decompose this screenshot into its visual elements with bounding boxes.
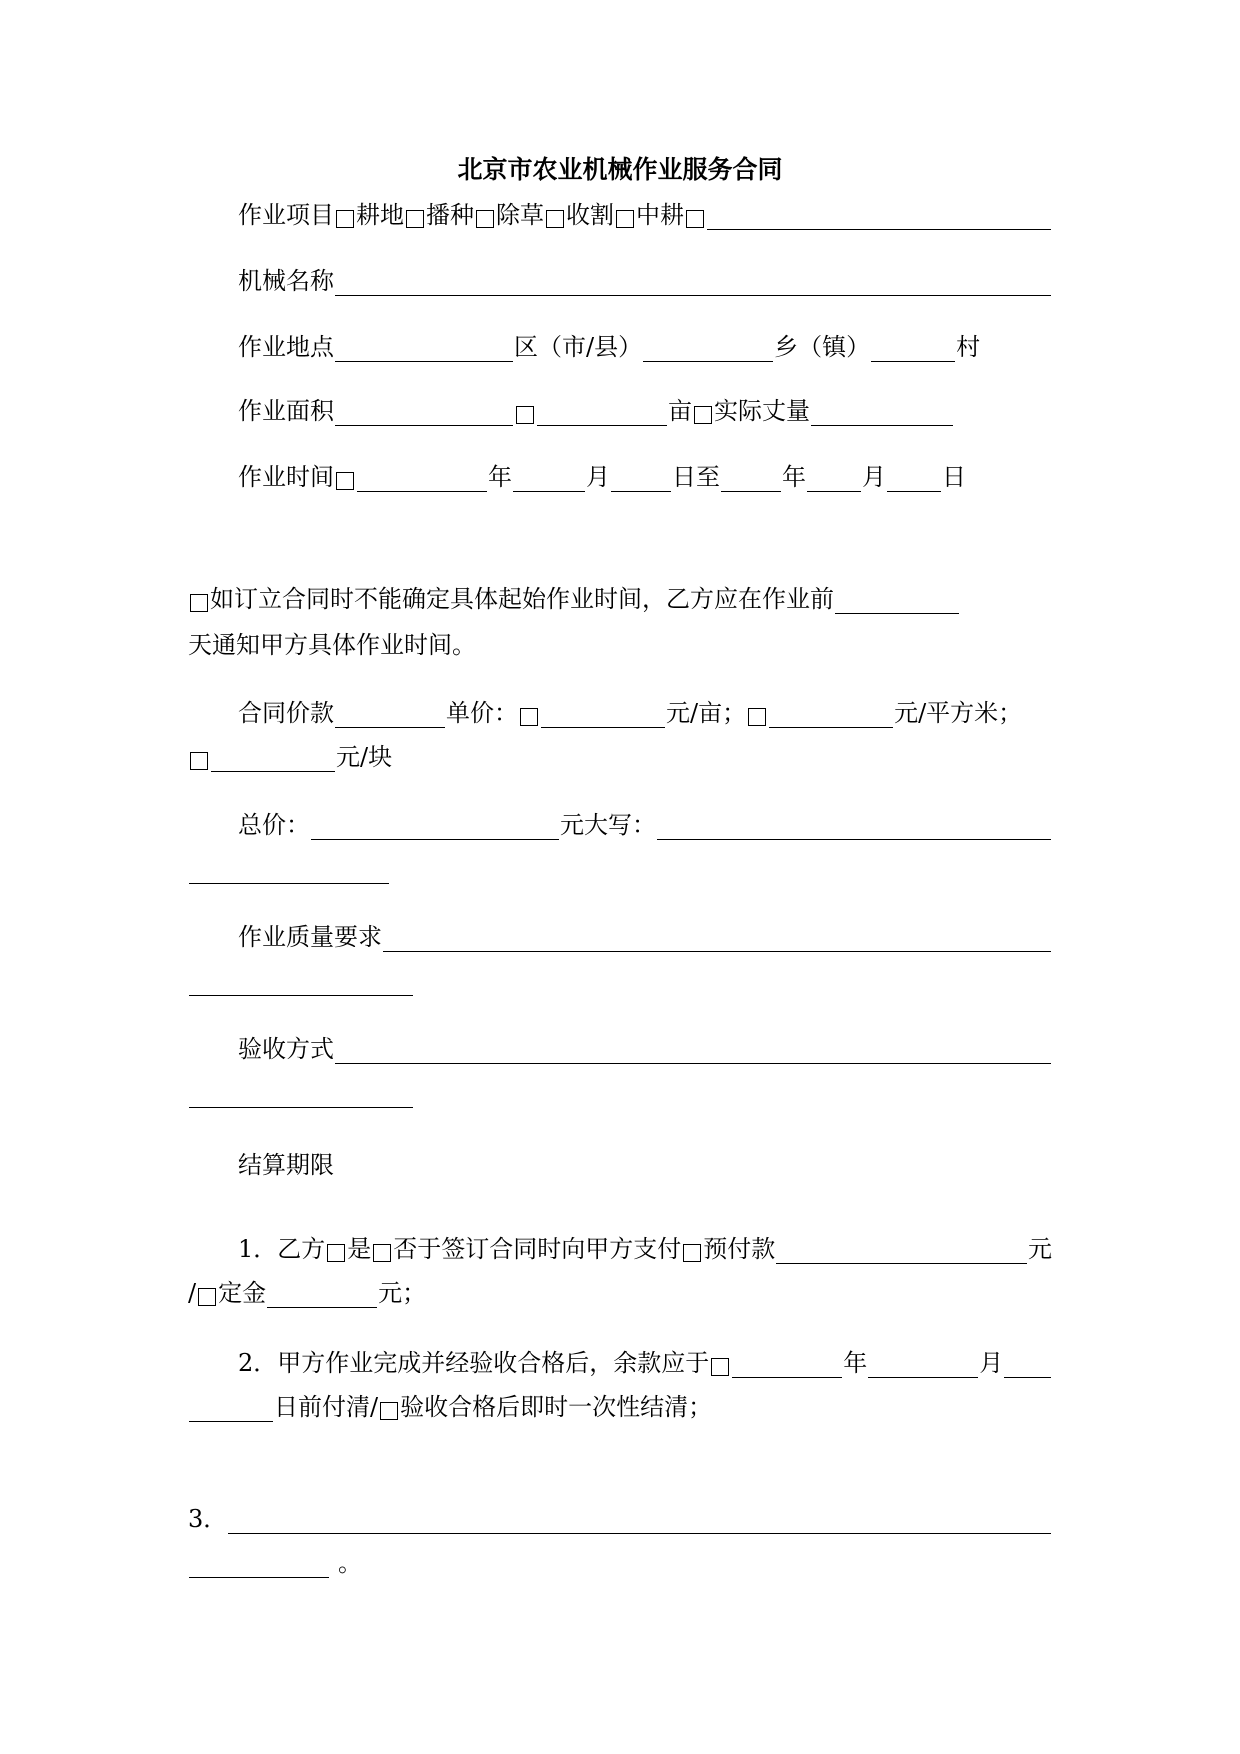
checkbox[interactable] — [336, 472, 354, 490]
work-item-label: 作业项目 — [238, 201, 334, 229]
checkbox[interactable] — [683, 1244, 701, 1262]
blank-field[interactable] — [807, 467, 861, 492]
blank-field[interactable] — [707, 205, 1051, 230]
month-label: 月 — [979, 1349, 1004, 1377]
work-item-row — [238, 196, 1052, 230]
acceptance-label: 验收方式 — [238, 1035, 334, 1063]
blank-field[interactable] — [769, 703, 893, 728]
per-mu-label: 元/亩； — [666, 699, 747, 727]
checkbox[interactable] — [327, 1244, 345, 1262]
blank-field[interactable] — [721, 467, 781, 492]
option-label: 收割 — [566, 201, 614, 229]
year-label: 年 — [488, 463, 512, 491]
month-label: 月 — [586, 463, 610, 491]
notice-row-2 — [188, 626, 1052, 660]
checkbox[interactable] — [686, 210, 704, 228]
blank-field[interactable] — [643, 337, 773, 362]
blank-field[interactable] — [657, 815, 1051, 840]
acceptance-row — [238, 1030, 1052, 1064]
price-row-2 — [188, 738, 1052, 772]
blank-field[interactable] — [835, 589, 959, 614]
blank-field[interactable] — [211, 747, 335, 772]
option-label: 中耕 — [636, 201, 684, 229]
blank-field[interactable] — [868, 1353, 978, 1378]
village-label: 村 — [956, 333, 981, 361]
blank-field[interactable] — [228, 1509, 1051, 1534]
settlement-item-1-cont — [188, 1274, 1052, 1308]
settlement-row — [238, 1146, 1052, 1180]
blank-field[interactable] — [513, 467, 585, 492]
blank-field[interactable] — [189, 971, 413, 996]
blank-field[interactable] — [189, 1083, 413, 1108]
day-label: 日 — [942, 463, 966, 491]
blank-field[interactable] — [335, 337, 513, 362]
blank-field[interactable] — [335, 401, 513, 426]
blank-field[interactable] — [357, 467, 487, 492]
settlement-item-3-cont — [188, 1544, 1052, 1578]
blank-field[interactable] — [311, 815, 559, 840]
blank-field[interactable] — [887, 467, 941, 492]
unit-price-label: 单价： — [446, 699, 518, 727]
checkbox[interactable] — [373, 1244, 391, 1262]
year-label: 年 — [782, 463, 806, 491]
item-text: 1．乙方 — [238, 1235, 326, 1263]
notice-row-1 — [188, 580, 1052, 614]
item-text: / — [188, 1279, 197, 1307]
blank-field[interactable] — [537, 401, 667, 426]
notice-text-2: 天通知甲方具体作业时间。 — [188, 631, 476, 659]
page-title: 北京市农业机械作业服务合同 — [457, 155, 783, 184]
time-row — [238, 458, 1052, 492]
blank-field[interactable] — [189, 859, 389, 884]
checkbox[interactable] — [198, 1288, 216, 1306]
total-row — [238, 806, 1052, 840]
blank-field[interactable] — [189, 1397, 273, 1422]
blank-field[interactable] — [776, 1239, 1027, 1264]
settlement-item-3 — [188, 1500, 1052, 1534]
price-label: 合同价款 — [238, 699, 334, 727]
machine-name-label: 机械名称 — [238, 267, 334, 295]
blank-field[interactable] — [335, 271, 1051, 296]
blank-field[interactable] — [871, 337, 955, 362]
checkbox[interactable] — [190, 752, 208, 770]
blank-field[interactable] — [811, 401, 953, 426]
location-row — [238, 328, 1052, 362]
checkbox[interactable] — [516, 406, 534, 424]
option-label: 耕地 — [356, 201, 404, 229]
town-label: 乡（镇） — [774, 333, 871, 361]
blank-field[interactable] — [189, 1553, 329, 1578]
location-label: 作业地点 — [238, 333, 334, 361]
blank-field[interactable] — [335, 1039, 1051, 1064]
settlement-item-2-cont — [188, 1388, 1052, 1422]
settlement-item-1 — [238, 1230, 1052, 1264]
checkbox[interactable] — [748, 708, 766, 726]
blank-field[interactable] — [541, 703, 665, 728]
price-row — [238, 694, 1052, 728]
checkbox[interactable] — [546, 210, 564, 228]
to-label: 日至 — [672, 463, 720, 491]
measure-label: 实际丈量 — [714, 397, 810, 425]
option-label: 播种 — [426, 201, 474, 229]
per-sqm-label: 元/平方米； — [894, 699, 1023, 727]
machine-name-row — [238, 262, 1052, 296]
notice-text: 如订立合同时不能确定具体起始作业时间，乙方应在作业前 — [210, 585, 834, 613]
checkbox[interactable] — [694, 406, 712, 424]
blank-field[interactable] — [611, 467, 671, 492]
checkbox[interactable] — [711, 1358, 729, 1376]
settlement-label: 结算期限 — [238, 1151, 334, 1179]
item-text: 否于签订合同时向甲方支付 — [393, 1235, 682, 1263]
mu-label: 亩 — [668, 397, 692, 425]
checkbox[interactable] — [476, 210, 494, 228]
blank-field[interactable] — [383, 927, 1051, 952]
district-label: 区（市/县） — [514, 333, 643, 361]
item-text: 是 — [347, 1235, 372, 1263]
item-text: 定金 — [218, 1279, 267, 1307]
checkbox[interactable] — [190, 594, 208, 612]
area-label: 作业面积 — [238, 397, 334, 425]
time-label: 作业时间 — [238, 463, 334, 491]
item-text: 元 — [1028, 1235, 1052, 1263]
month-label: 月 — [862, 463, 886, 491]
yuan-caps-label: 元大写： — [560, 811, 656, 839]
checkbox[interactable] — [336, 210, 354, 228]
area-row — [238, 392, 1052, 426]
option-label: 除草 — [496, 201, 544, 229]
quality-row — [238, 918, 1052, 952]
item-text: 验收合格后即时一次性结清； — [400, 1393, 713, 1421]
blank-field[interactable] — [335, 703, 445, 728]
quality-label: 作业质量要求 — [238, 923, 382, 951]
checkbox[interactable] — [380, 1402, 398, 1420]
item-text: 2．甲方作业完成并经验收合格后，余款应于 — [238, 1349, 710, 1377]
item-text: 3． — [188, 1505, 228, 1533]
year-label: 年 — [843, 1349, 868, 1377]
blank-field[interactable] — [267, 1283, 377, 1308]
item-text: 元； — [378, 1279, 427, 1307]
blank-field[interactable] — [1004, 1353, 1051, 1378]
total-label: 总价： — [238, 811, 310, 839]
item-text: 预付款 — [703, 1235, 776, 1263]
checkbox[interactable] — [406, 210, 424, 228]
blank-field[interactable] — [732, 1353, 842, 1378]
checkbox[interactable] — [616, 210, 634, 228]
checkbox[interactable] — [520, 708, 538, 726]
acceptance-row-2 — [188, 1074, 1052, 1108]
per-block-label: 元/块 — [336, 743, 393, 771]
item-text: 。 — [338, 1549, 362, 1577]
total-row-2 — [188, 850, 1052, 884]
item-text: 日前付清/ — [274, 1393, 379, 1421]
settlement-item-2 — [238, 1344, 1052, 1378]
quality-row-2 — [188, 962, 1052, 996]
